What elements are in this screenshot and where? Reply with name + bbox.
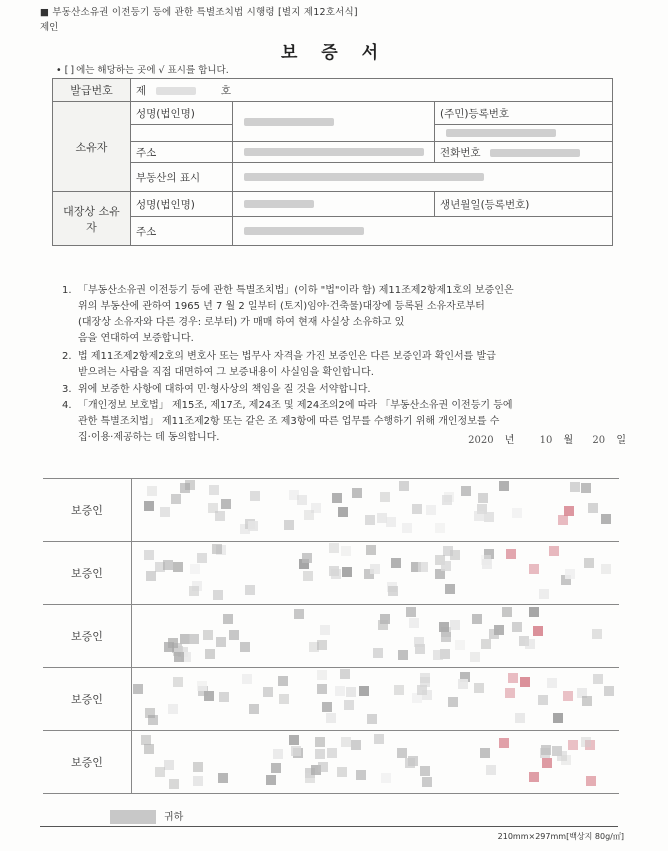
- guarantor-row: [43, 605, 619, 668]
- redaction-pixel: [570, 482, 580, 492]
- guarantor-row: [43, 542, 619, 605]
- date-day-label: 일: [616, 435, 626, 446]
- redaction-pixel: [386, 517, 396, 527]
- guarantor-details: [132, 479, 620, 542]
- redaction-pixel: [508, 673, 518, 683]
- redaction-pixel: [223, 614, 233, 624]
- redaction-pixel: [420, 677, 430, 687]
- redaction-pixel: [461, 486, 471, 496]
- redaction-pixel: [581, 737, 591, 747]
- statement-number: 3.: [62, 384, 72, 395]
- redaction-pixel: [249, 704, 259, 714]
- statement-line: 「개인정보 보호법」 제15조, 제17조, 제24조 및 제24조의2에 따라 「부동산소유권 이전등기 등에: [78, 400, 513, 411]
- check-box-mark: ]: [70, 65, 75, 76]
- redaction-pixel: [342, 567, 352, 577]
- redaction-pixel: [592, 629, 602, 639]
- agent-name-value: [233, 192, 435, 217]
- redaction-pixel: [190, 564, 200, 574]
- redaction-pixel: [193, 762, 203, 772]
- redaction-pixel: [593, 674, 603, 684]
- redaction-pixel: [367, 714, 377, 724]
- redaction-pixel: [405, 758, 415, 768]
- redaction-pixel: [197, 553, 207, 563]
- redaction-pixel: [484, 512, 494, 522]
- redaction-pixel: [426, 505, 436, 515]
- redaction-pixel: [240, 642, 250, 652]
- redaction-pixel: [141, 735, 151, 745]
- redaction-pixel: [337, 767, 347, 777]
- property-label: 부동산의 표시: [131, 163, 233, 192]
- owner-reg-value: [435, 125, 613, 142]
- redaction-pixel: [185, 480, 195, 490]
- date-day-value: 20: [592, 435, 606, 446]
- redaction-pixel: [278, 676, 288, 686]
- guarantor-row: [43, 731, 619, 794]
- redaction-pixel: [586, 776, 596, 786]
- redaction-pixel: [133, 684, 143, 694]
- redaction-pixel: [341, 737, 351, 747]
- issue-number-label: 발급번호: [53, 79, 131, 102]
- redaction-pixel: [565, 569, 575, 579]
- redaction-pixel: [435, 523, 445, 533]
- redaction-pixel: [441, 561, 451, 571]
- redaction-pixel: [315, 737, 325, 747]
- redaction-pixel: [601, 514, 611, 524]
- statement-line: 집·이용·제공하는 데 동의합니다.: [78, 432, 220, 443]
- redaction-pixel: [160, 507, 170, 517]
- guarantor-label: 보증인: [43, 542, 132, 605]
- redaction-pixel: [505, 688, 515, 698]
- redaction-pixel: [317, 670, 327, 680]
- guarantor-label: 보증인: [43, 668, 132, 731]
- redaction-pixel: [370, 564, 380, 574]
- redaction-pixel: [398, 650, 408, 660]
- redaction-pixel: [221, 499, 231, 509]
- redaction-pixel: [205, 649, 215, 659]
- statement-line: 「부동산소유권 이전등기 등에 관한 특별조치법」(이하 "법"이라 함) 제11조제2항제1호의 보증인은: [78, 285, 514, 296]
- redaction-pixel: [317, 684, 327, 694]
- redaction-pixel: [470, 652, 480, 662]
- redaction-pixel: [212, 544, 222, 554]
- redaction-pixel: [146, 571, 156, 581]
- redaction-pixel: [163, 560, 173, 570]
- statement-line: 위의 부동산에 관하여 1965 년 7 월 2 일부터 (토지)임야·건축물)대장에 등록된 소유자로부터: [78, 301, 485, 312]
- date-month-label: 월: [563, 435, 574, 446]
- redaction-pixel: [164, 760, 174, 770]
- redaction-pixel: [512, 508, 522, 518]
- check-instruction: [56, 62, 229, 76]
- redaction-pixel: [229, 630, 239, 640]
- redaction-pixel: [329, 566, 339, 576]
- redaction-pixel: [442, 495, 452, 505]
- redaction-pixel: [168, 638, 178, 648]
- redaction-pixel: [216, 637, 226, 647]
- issue-number-cell: [131, 79, 613, 102]
- redacted-issue-number: [156, 87, 196, 95]
- redaction-pixel: [365, 515, 375, 525]
- redaction-pixel: [144, 744, 154, 754]
- statement-1: [62, 283, 612, 347]
- agent-birth-label: 생년월일(등록번호): [435, 192, 613, 217]
- redaction-pixel: [279, 694, 289, 704]
- statement-number: 1.: [62, 285, 72, 296]
- redaction-pixel: [439, 622, 449, 632]
- redaction-pixel: [399, 481, 409, 491]
- redaction-pixel: [515, 713, 525, 723]
- redaction-pixel: [474, 511, 484, 521]
- redaction-pixel: [381, 773, 391, 783]
- redaction-pixel: [547, 678, 557, 688]
- guarantor-label: 보증인: [43, 479, 132, 542]
- redaction-pixel: [478, 493, 488, 503]
- redaction-pixel: [289, 735, 299, 745]
- owner-phone-cell: [435, 142, 613, 163]
- owner-reg-label: (주민)등록번호: [435, 102, 613, 125]
- redaction-pixel: [297, 495, 307, 505]
- redaction-pixel: [520, 677, 530, 687]
- redacted-guarantor-info: [133, 669, 618, 729]
- redaction-pixel: [171, 494, 181, 504]
- redaction-pixel: [512, 622, 522, 632]
- redacted-guarantor-info: [133, 480, 618, 540]
- statement-line: 법 제11조제2항제2호의 변호사 또는 법무사 자격을 가진 보증인은 다른 보증인과 확인서를 발급: [78, 351, 496, 362]
- statement-2: [62, 349, 612, 381]
- redaction-pixel: [553, 713, 563, 723]
- redaction-pixel: [346, 687, 356, 697]
- redaction-pixel: [499, 481, 509, 491]
- redaction-pixel: [344, 700, 354, 710]
- redaction-pixel: [409, 618, 419, 628]
- redacted-guarantor-info: [133, 606, 618, 666]
- statement-line: 음을 연대하여 보증합니다.: [78, 333, 194, 344]
- redaction-pixel: [397, 748, 407, 758]
- redacted-guarantor-info: [133, 732, 618, 792]
- redaction-pixel: [315, 749, 325, 759]
- statement-number: 4.: [62, 400, 72, 411]
- redaction-pixel: [373, 648, 383, 658]
- redaction-pixel: [263, 687, 273, 697]
- redaction-pixel: [352, 488, 362, 498]
- redaction-pixel: [502, 607, 512, 617]
- redaction-pixel: [486, 765, 496, 775]
- owner-address-value: [233, 142, 435, 163]
- issue-suffix: 호: [220, 84, 231, 97]
- redaction-pixel: [380, 492, 390, 502]
- guarantor-details: [132, 731, 620, 794]
- redaction-pixel: [529, 772, 539, 782]
- redaction-pixel: [245, 585, 255, 595]
- check-prefix: • [: [56, 65, 69, 76]
- redaction-pixel: [197, 681, 207, 691]
- redaction-pixel: [304, 510, 314, 520]
- guarantor-row: [43, 668, 619, 731]
- redaction-pixel: [144, 501, 154, 511]
- redaction-pixel: [335, 686, 345, 696]
- redaction-pixel: [189, 586, 199, 596]
- form-title: ■ 부동산소유권 이전등기 등에 관한 특별조치법 시행령 [별지 제12호서식]: [40, 7, 358, 18]
- redaction-pixel: [499, 738, 509, 748]
- redaction-pixel: [415, 644, 425, 654]
- redacted-guarantor-info: [133, 543, 618, 603]
- redaction-pixel: [351, 740, 361, 750]
- redaction-pixel: [145, 708, 155, 718]
- redaction-pixel: [329, 543, 339, 553]
- redaction-pixel: [155, 767, 165, 777]
- check-text: 에는 해당하는 곳에 √ 표시를 합니다.: [76, 65, 229, 76]
- redaction-pixel: [189, 634, 199, 644]
- issue-prefix: 제: [136, 84, 147, 97]
- redacted-reg-number: [446, 129, 556, 137]
- owner-name-empty: [131, 125, 233, 142]
- redaction-pixel: [474, 683, 484, 693]
- redaction-pixel: [208, 503, 218, 513]
- redaction-pixel: [481, 639, 491, 649]
- redaction-pixel: [374, 734, 384, 744]
- redaction-pixel: [169, 779, 179, 789]
- redaction-pixel: [318, 762, 328, 772]
- redaction-pixel: [450, 550, 460, 560]
- redaction-pixel: [533, 626, 543, 636]
- redaction-pixel: [204, 691, 214, 701]
- redaction-pixel: [271, 763, 281, 773]
- redaction-pixel: [506, 549, 516, 559]
- redaction-pixel: [529, 607, 539, 617]
- owner-name-label: 성명(법인명): [131, 102, 233, 125]
- redaction-pixel: [604, 686, 614, 696]
- redaction-pixel: [563, 691, 573, 701]
- statement-number: 2.: [62, 351, 72, 362]
- redaction-pixel: [582, 696, 592, 706]
- redaction-pixel: [542, 758, 552, 768]
- redaction-pixel: [341, 546, 351, 556]
- addressee-line: [110, 808, 183, 824]
- redaction-pixel: [332, 493, 342, 503]
- redaction-pixel: [266, 775, 276, 785]
- redaction-pixel: [203, 630, 213, 640]
- redaction-pixel: [168, 704, 178, 714]
- redaction-pixel: [549, 546, 559, 556]
- redaction-pixel: [588, 503, 598, 513]
- redaction-pixel: [193, 776, 203, 786]
- redaction-pixel: [412, 504, 422, 514]
- footer-divider: [40, 826, 618, 827]
- redaction-pixel: [482, 559, 492, 569]
- redacted-owner-name: [244, 118, 334, 126]
- redacted-addressee: [110, 810, 156, 824]
- redaction-pixel: [380, 614, 390, 624]
- redaction-pixel: [420, 766, 430, 776]
- redaction-pixel: [294, 609, 304, 619]
- redaction-pixel: [209, 485, 219, 495]
- redaction-pixel: [422, 777, 432, 787]
- guarantor-label: 보증인: [43, 731, 132, 794]
- redacted-agent-name: [244, 200, 314, 208]
- redaction-pixel: [291, 746, 301, 756]
- redaction-pixel: [273, 749, 283, 759]
- redaction-pixel: [455, 640, 465, 650]
- redaction-pixel: [174, 652, 184, 662]
- redaction-pixel: [242, 674, 252, 684]
- redaction-pixel: [173, 677, 183, 687]
- redaction-pixel: [558, 515, 568, 525]
- redaction-pixel: [458, 679, 468, 689]
- registry-owner-label: 대장상 소유자: [53, 192, 131, 246]
- guarantor-details: [132, 605, 620, 668]
- date-row: [460, 431, 626, 446]
- redaction-pixel: [406, 607, 416, 617]
- owner-name-value: [233, 102, 435, 142]
- redaction-pixel: [248, 521, 258, 531]
- redaction-pixel: [557, 751, 567, 761]
- redaction-pixel: [303, 571, 313, 581]
- redaction-pixel: [340, 669, 350, 679]
- redaction-pixel: [568, 740, 578, 750]
- redaction-pixel: [529, 564, 539, 574]
- owner-phone-label: 전화번호: [440, 146, 481, 159]
- redaction-pixel: [494, 625, 504, 635]
- agent-address-value: [233, 217, 613, 246]
- redaction-pixel: [338, 507, 348, 517]
- agent-address-label: 주소: [131, 217, 233, 246]
- addressee-suffix: 귀하: [164, 812, 184, 823]
- redaction-pixel: [539, 589, 549, 599]
- guarantor-details: [132, 668, 620, 731]
- redaction-pixel: [320, 625, 330, 635]
- redaction-pixel: [584, 558, 594, 568]
- redaction-pixel: [581, 483, 591, 493]
- redaction-pixel: [525, 639, 535, 649]
- statement-line: 위에 보증한 사항에 대하여 민·형사상의 책임을 질 것을 서약합니다.: [78, 384, 371, 395]
- guarantor-row: [43, 479, 619, 542]
- redaction-pixel: [359, 686, 369, 696]
- redaction-pixel: [448, 697, 458, 707]
- redaction-pixel: [326, 713, 336, 723]
- redaction-pixel: [173, 562, 183, 572]
- redaction-pixel: [219, 692, 229, 702]
- statement-line: 관한 특별조치법」 제11조제2항 또는 같은 조 제3항에 따른 업무를 수행하기 위해 개인정보를 수: [78, 416, 500, 427]
- redaction-pixel: [366, 545, 376, 555]
- date-month-value: 10: [539, 435, 553, 446]
- redaction-pixel: [433, 650, 443, 660]
- redaction-pixel: [541, 745, 551, 755]
- redaction-pixel: [538, 695, 548, 705]
- redaction-pixel: [356, 770, 366, 780]
- redaction-pixel: [391, 558, 401, 568]
- redaction-pixel: [317, 640, 327, 650]
- redaction-pixel: [564, 506, 574, 516]
- date-year-value: 2020: [468, 435, 494, 446]
- document-title: 보 증 서: [280, 43, 388, 63]
- redaction-pixel: [218, 773, 228, 783]
- redacted-property: [244, 173, 484, 181]
- guarantor-table: [43, 478, 619, 794]
- redaction-pixel: [322, 702, 332, 712]
- redaction-pixel: [480, 748, 490, 758]
- owner-info-table: [52, 78, 613, 246]
- redaction-pixel: [327, 748, 337, 758]
- sub-label: 제인: [40, 22, 59, 33]
- redaction-pixel: [284, 520, 294, 530]
- owner-label: 소유자: [53, 102, 131, 192]
- guarantor-label: 보증인: [43, 605, 132, 668]
- redacted-agent-address: [244, 227, 364, 235]
- statement-line: 받으려는 사람을 직접 대면하여 그 보증내용이 사실임을 확인합니다.: [78, 367, 374, 378]
- statement-3: [62, 382, 612, 398]
- redaction-pixel: [144, 550, 154, 560]
- redaction-pixel: [147, 486, 157, 496]
- redaction-pixel: [441, 632, 451, 642]
- statement-line: (대장상 소유자와 다른 경우: 로부터) 가 매매 하여 현재 사실상 소유하고 있: [78, 317, 405, 328]
- redaction-pixel: [388, 586, 398, 596]
- property-value: [233, 163, 613, 192]
- redaction-pixel: [472, 614, 482, 624]
- redaction-pixel: [601, 564, 611, 574]
- redaction-pixel: [450, 620, 460, 630]
- redacted-phone: [490, 149, 580, 157]
- redacted-owner-address: [244, 148, 424, 156]
- guarantor-details: [132, 542, 620, 605]
- redaction-pixel: [394, 685, 404, 695]
- redaction-pixel: [445, 584, 455, 594]
- redaction-pixel: [402, 523, 412, 533]
- date-year-label: 년: [504, 435, 515, 446]
- paper-spec: 210mm×297mm[백상지 80g/㎡]: [497, 832, 624, 841]
- owner-address-label: 주소: [131, 142, 233, 163]
- redaction-pixel: [302, 553, 312, 563]
- redaction-pixel: [418, 562, 428, 572]
- redaction-pixel: [250, 491, 260, 501]
- agent-name-label: 성명(법인명): [131, 192, 233, 217]
- redaction-pixel: [213, 590, 223, 600]
